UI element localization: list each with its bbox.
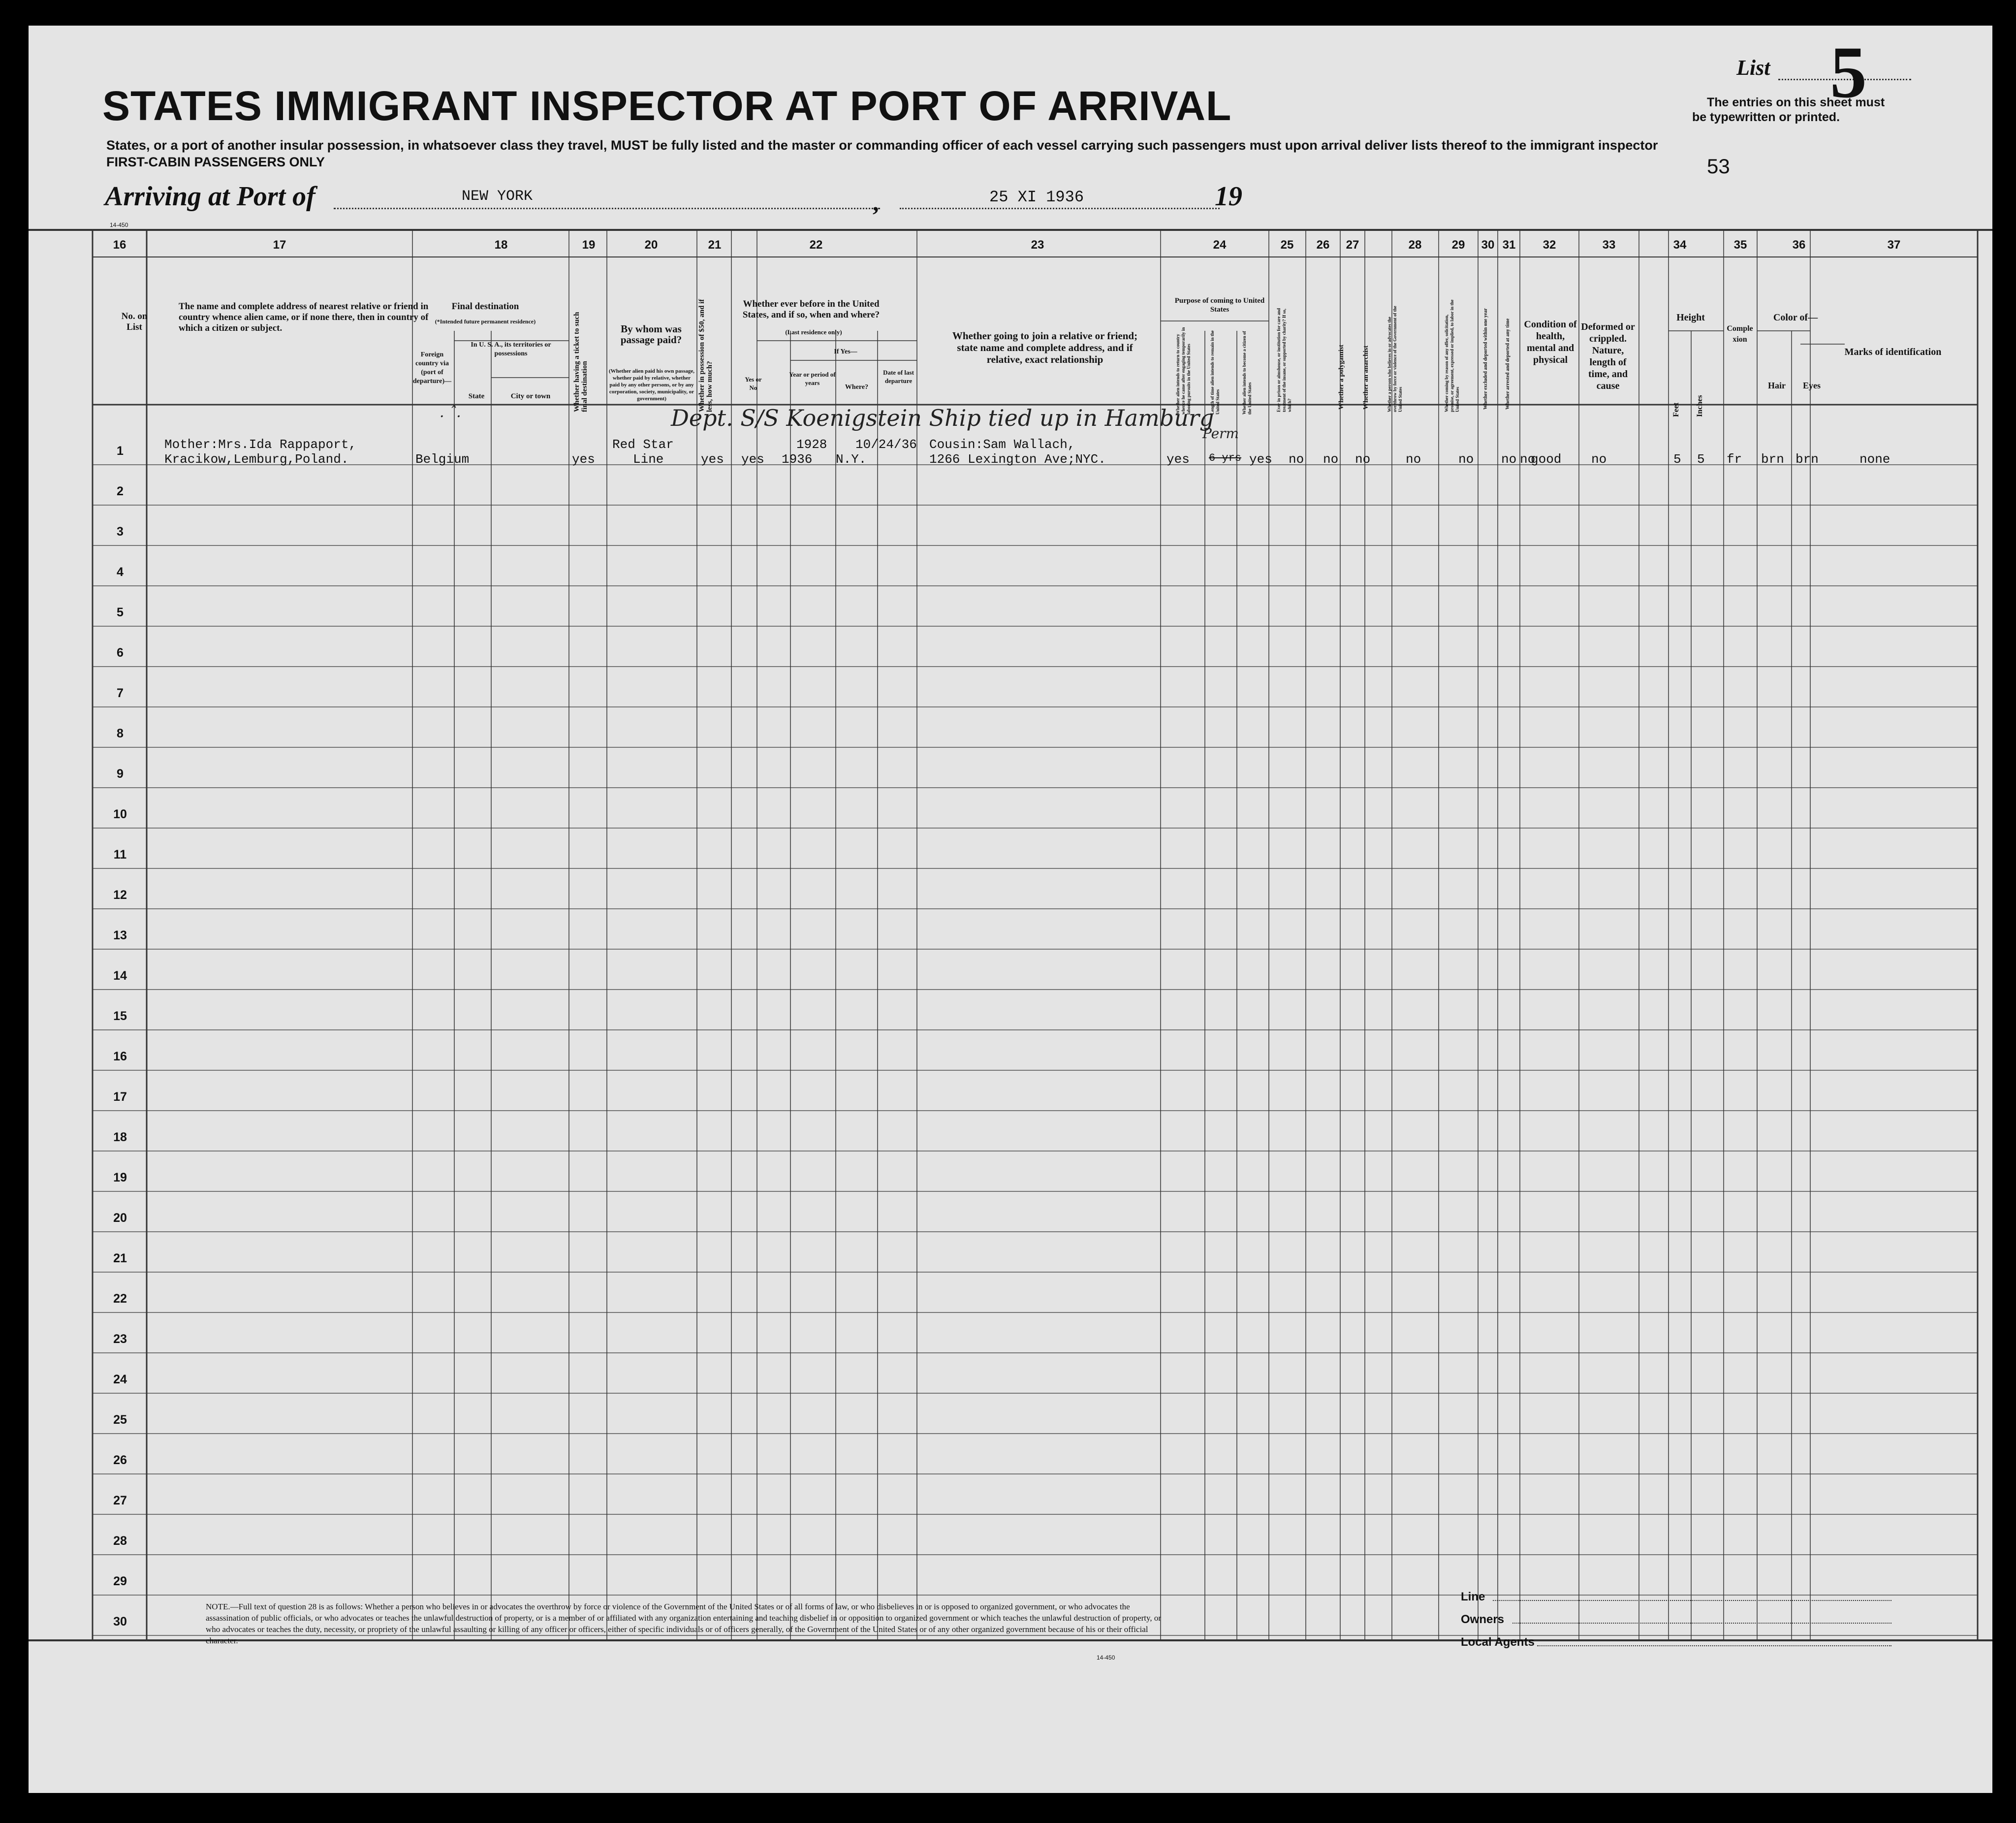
line-underline bbox=[1493, 1600, 1891, 1601]
col-16-header: No. on List bbox=[121, 311, 148, 332]
row-number: 22 bbox=[113, 1292, 127, 1306]
row-number: 23 bbox=[113, 1332, 127, 1346]
relative-address-line-2: Kracikow,Lemburg,Poland. bbox=[164, 452, 349, 467]
row-number: 19 bbox=[113, 1171, 127, 1184]
final-dest-note: (*Intended future permanent residence) bbox=[435, 318, 536, 325]
row-number: 2 bbox=[117, 484, 124, 498]
col-20-header: By whom was passage paid? bbox=[620, 323, 682, 346]
row-number: 12 bbox=[113, 888, 127, 902]
form-title: STATES IMMIGRANT INSPECTOR AT PORT OF ARRIVAL bbox=[102, 83, 1232, 129]
column-number: 28 bbox=[1408, 238, 1422, 252]
anarchist-value: no bbox=[1355, 452, 1371, 467]
row-number: 20 bbox=[113, 1211, 127, 1225]
column-number: 16 bbox=[113, 238, 126, 252]
column-number: 29 bbox=[1451, 238, 1465, 252]
handwritten-note: Dept. S/S Koenigstein Ship tied up in Hamburg bbox=[671, 405, 1214, 431]
row-number: 4 bbox=[117, 565, 124, 579]
column-number: 17 bbox=[273, 238, 286, 252]
column-number: 33 bbox=[1602, 238, 1616, 252]
row-number: 11 bbox=[113, 848, 127, 862]
in-usa-header: In U. S. A., its territories or possessions bbox=[471, 341, 551, 357]
row-number: 14 bbox=[113, 969, 127, 983]
row-number: 24 bbox=[113, 1373, 127, 1386]
purpose-return-value: yes bbox=[1166, 452, 1190, 467]
instructions-line-2: be typewritten or printed. bbox=[1692, 110, 1840, 124]
polygamist-value: no bbox=[1323, 452, 1339, 467]
row-number: 18 bbox=[113, 1130, 127, 1144]
manifest-grid bbox=[29, 26, 1992, 1793]
row-number: 7 bbox=[117, 686, 124, 700]
col-29-header: Whether coming by reason of any offer, solicitation, promise, or agreement, expressed or implied, to labor in the United States bbox=[1444, 299, 1460, 412]
column-number: 30 bbox=[1481, 238, 1495, 252]
col-31-header: Whether arrested and deported at any time bbox=[1505, 318, 1511, 410]
col-21-header: Whether in possession of $50, and if less, how much? bbox=[698, 299, 714, 412]
col-25-header: Ever in prison or almshouse, or institution for care and treatment of the insane, or supported by charity? If so, which? bbox=[1276, 308, 1292, 412]
col-27-header: Whether an anarchist bbox=[1362, 345, 1370, 410]
row-number: 5 bbox=[117, 606, 124, 619]
page-number: 53 bbox=[1707, 155, 1730, 178]
arrested-value: no bbox=[1520, 452, 1536, 467]
row-number: 10 bbox=[113, 807, 127, 821]
inches-header: Inches bbox=[1696, 395, 1704, 417]
hair-header: Hair bbox=[1768, 381, 1786, 390]
join-relative-line-2: 1266 Lexington Ave;NYC. bbox=[929, 452, 1106, 467]
footer-note: NOTE.—Full text of question 28 is as follows: Whether a person who believes in or advocates the overthrow by force or violence of the Government of the United States or of all forms of law, or who disbelieves in or is opposed to organized government, or who advocates the assassination of public officials, or who advocates or teaches the unlawful destruction of property, or is a member of or affiliated with any organization entertaining and teaching disbelief in or opposition to organized government or which teaches the unlawful destruction of property, or who advocates or teaches the duty, necessity, or propriety of the unlawful assaulting or killing of any officer or officers, either of specific individuals or of officers generally, of the Government of the United States or of any other organized government because of his or their official character. bbox=[206, 1602, 1162, 1645]
purpose-return-header: Whether alien intends to return to country whence he came after engaging temporarily in laboring pursuits in the United States bbox=[1175, 327, 1191, 415]
col-36-header: Color of— bbox=[1773, 312, 1818, 323]
arriving-label: Arriving at Port of bbox=[105, 181, 315, 212]
passage-note: (Whether alien paid his own passage, whether paid by relative, whether paid by any other persons, or by any corporation, society, municipality, or government) bbox=[609, 368, 694, 402]
purpose-length-struck: 6 yrs bbox=[1209, 452, 1242, 464]
foreign-country-header: Foreign country via (port of departure)— bbox=[412, 351, 452, 385]
column-number: 23 bbox=[1031, 238, 1044, 252]
column-number: 34 bbox=[1673, 238, 1687, 252]
column-number: 18 bbox=[494, 238, 508, 252]
last-residence-note: (Last residence only) bbox=[785, 328, 842, 336]
money-value: yes bbox=[701, 452, 724, 467]
column-number: 24 bbox=[1213, 238, 1227, 252]
city-header: City or town bbox=[510, 392, 551, 400]
row-number: 30 bbox=[113, 1615, 127, 1629]
column-number: 27 bbox=[1346, 238, 1359, 252]
row-number: 9 bbox=[117, 767, 124, 781]
column-number: 19 bbox=[582, 238, 596, 252]
col-37-header: Marks of identification bbox=[1844, 347, 1942, 357]
col-23-header: Whether going to join a relative or friend; state name and complete address, and if relative, exact relationship bbox=[952, 330, 1138, 365]
col-34-header: Height bbox=[1676, 312, 1705, 323]
row-number: 6 bbox=[117, 646, 124, 660]
purpose-length-header: Length of time alien intends to remain in the United States bbox=[1210, 330, 1220, 415]
list-label: List bbox=[1736, 56, 1770, 80]
row-number: 26 bbox=[113, 1453, 127, 1467]
row-number: 28 bbox=[113, 1534, 127, 1548]
col-19-header: Whether having a ticket to such final destination bbox=[573, 312, 589, 412]
health-value: good bbox=[1531, 452, 1562, 467]
arrival-date: 25 XI 1936 bbox=[989, 188, 1084, 206]
hair-value: brn bbox=[1761, 452, 1784, 467]
footer-form-number: 14-450 bbox=[1097, 1654, 1115, 1661]
col-22-header: Whether ever before in the United States, and if so, when and where? bbox=[742, 299, 880, 320]
row-number: 21 bbox=[113, 1251, 127, 1265]
citizen-value: yes bbox=[1249, 452, 1272, 467]
state-header: State bbox=[468, 392, 485, 400]
height-feet-value: 5 bbox=[1673, 452, 1681, 467]
yes-or-no-header: Yes or No bbox=[745, 376, 762, 391]
overthrow-value: no bbox=[1406, 452, 1421, 467]
row-number: 8 bbox=[117, 727, 124, 740]
col-17-header: The name and complete address of nearest relative or friend in country whence alien came, or if none there, then in country of which a citizen or subject. bbox=[179, 301, 429, 333]
column-number: 31 bbox=[1502, 238, 1516, 252]
column-number: 32 bbox=[1543, 238, 1556, 252]
date-departure-header: Date of last departure bbox=[883, 369, 914, 384]
line-label: Line bbox=[1461, 1590, 1485, 1603]
deformed-value: no bbox=[1591, 452, 1607, 467]
col-24-header: Purpose of coming to United States bbox=[1174, 297, 1265, 314]
excluded-value: no bbox=[1501, 452, 1517, 467]
year-prefix: 19 bbox=[1215, 181, 1242, 212]
list-number: 5 bbox=[1830, 32, 1867, 113]
class-line: FIRST-CABIN PASSENGERS ONLY bbox=[106, 155, 325, 169]
row-number: 1 bbox=[117, 444, 124, 458]
eyes-value: brn bbox=[1796, 452, 1819, 467]
header-form-number: 14-450 bbox=[110, 222, 128, 228]
instructions-line-1: The entries on this sheet must bbox=[1707, 96, 1885, 109]
row-number: 29 bbox=[113, 1574, 127, 1588]
height-inches-value: 5 bbox=[1697, 452, 1705, 467]
foreign-country-value: Belgium bbox=[415, 452, 470, 467]
column-number: 26 bbox=[1316, 238, 1330, 252]
date-last-departure-value: 10/24/36 bbox=[855, 437, 917, 452]
row-number: 25 bbox=[113, 1413, 127, 1427]
eyes-header: Eyes bbox=[1803, 381, 1821, 390]
handwritten-mark: . ˆ. bbox=[440, 404, 461, 421]
where-value: N.Y. bbox=[836, 452, 867, 467]
port-value: NEW YORK bbox=[462, 188, 533, 205]
join-relative-line-1: Cousin:Sam Wallach, bbox=[929, 437, 1075, 452]
owners-label: Owners bbox=[1461, 1613, 1505, 1626]
column-number: 37 bbox=[1887, 238, 1901, 252]
passage-value-2: Line bbox=[633, 452, 664, 467]
years-value-2: 1936 bbox=[782, 452, 813, 467]
col-18-header: Final destination bbox=[451, 301, 519, 312]
purpose-citizen-header: Whether alien intends to become a citizen of the United States bbox=[1242, 331, 1252, 415]
marks-value: none bbox=[1859, 452, 1890, 467]
col-32-header: Condition of health, mental and physical bbox=[1524, 319, 1577, 365]
before-in-us-value: yes bbox=[741, 452, 764, 467]
col-28-header: Whether a person who believes in or advocates the overthrow by force or violence of the Government of the United States bbox=[1387, 306, 1403, 412]
row-number: 15 bbox=[113, 1009, 127, 1023]
passage-value-1: Red Star bbox=[612, 437, 674, 452]
years-value-1: 1928 bbox=[796, 437, 827, 452]
if-yes-header: If Yes— bbox=[834, 348, 857, 355]
column-number: 22 bbox=[809, 238, 823, 252]
column-number: 21 bbox=[708, 238, 722, 252]
relative-address-line-1: Mother:Mrs.Ida Rappaport, bbox=[164, 437, 357, 452]
row-number: 16 bbox=[113, 1050, 127, 1063]
row-number: 17 bbox=[113, 1090, 127, 1104]
col-35-header: Complexion bbox=[1727, 324, 1753, 344]
ticket-value: yes bbox=[572, 452, 595, 467]
labor-offer-value: no bbox=[1458, 452, 1474, 467]
owners-underline bbox=[1512, 1623, 1891, 1624]
date-comma: , bbox=[873, 189, 879, 216]
row-number: 3 bbox=[117, 525, 124, 539]
feet-header: Feet bbox=[1672, 402, 1680, 417]
manifest-sheet bbox=[29, 26, 1992, 1793]
column-number: 20 bbox=[644, 238, 658, 252]
row-number: 13 bbox=[113, 928, 127, 942]
complexion-value: fr bbox=[1727, 452, 1742, 467]
agents-underline bbox=[1537, 1645, 1891, 1646]
local-agents-label: Local Agents bbox=[1461, 1635, 1535, 1649]
form-subtitle: States, or a port of another insular possession, in whatsoever class they travel, MUST be fully listed and the master or commanding officer of each vessel carrying such passengers must upon arrival deliver lists thereof to the immigrant inspector bbox=[106, 138, 1658, 153]
where-header: Where? bbox=[845, 384, 869, 391]
year-period-header: Year or period of years bbox=[789, 371, 836, 386]
purpose-length-value: Perm bbox=[1202, 425, 1239, 442]
col-33-header: Deformed or crippled. Nature, length of time, and cause bbox=[1581, 321, 1635, 391]
col-26-header: Whether a polygamist bbox=[1338, 345, 1345, 410]
column-number: 36 bbox=[1792, 238, 1806, 252]
col-30-header: Whether excluded and deported within one year bbox=[1483, 308, 1488, 410]
prison-value: no bbox=[1289, 452, 1304, 467]
column-number: 25 bbox=[1280, 238, 1294, 252]
row-number: 27 bbox=[113, 1494, 127, 1507]
column-number: 35 bbox=[1733, 238, 1747, 252]
